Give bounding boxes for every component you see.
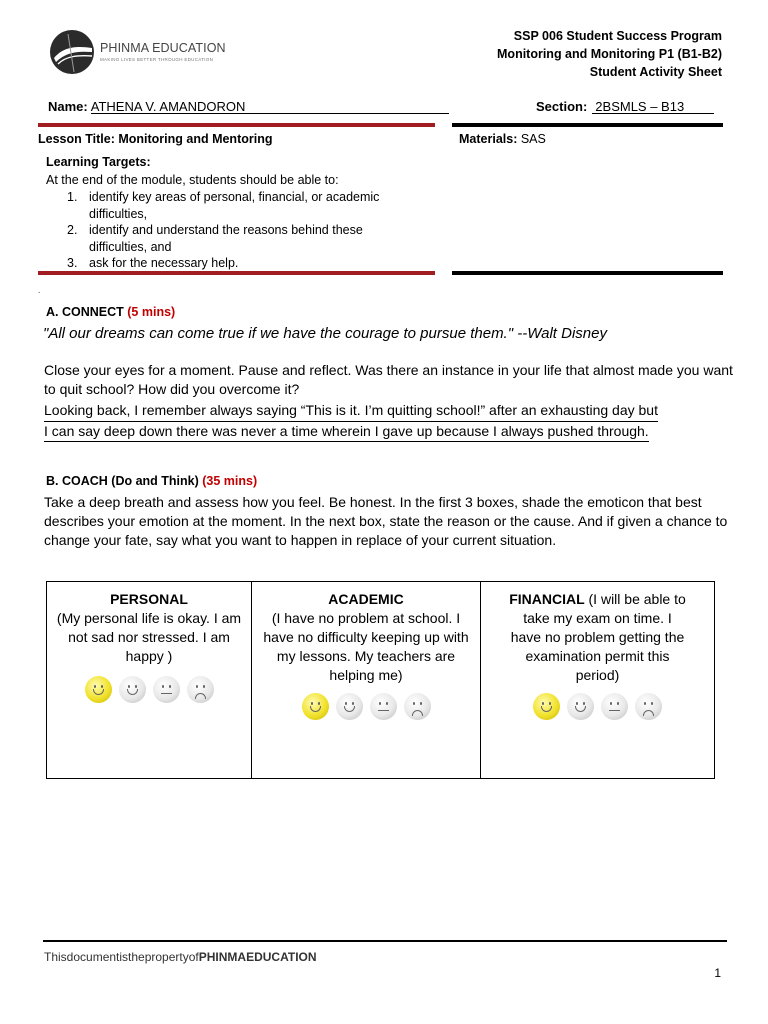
course-title: SSP 006 Student Success Program — [513, 29, 722, 43]
sad-face-icon[interactable] — [404, 693, 431, 720]
quote: "All our dreams can come true if we have the courage to pursue them." --Walt Disney — [43, 325, 607, 342]
phinma-logo — [48, 28, 226, 78]
materials-label: Materials: — [459, 132, 518, 146]
happy-face-icon[interactable] — [302, 693, 329, 720]
module-title: Monitoring and Monitoring P1 (B1-B2) — [497, 47, 722, 61]
section-label: Section: — [536, 99, 588, 114]
materials-value: SAS — [520, 132, 546, 146]
phinma-logo-icon — [48, 28, 94, 76]
section-b-time: (35 mins) — [202, 474, 258, 488]
divider-black-top — [452, 123, 723, 127]
academic-box — [252, 582, 481, 779]
lesson-title: Lesson Title: Monitoring and Mentoring — [38, 132, 273, 146]
section-field — [536, 99, 714, 114]
sheet-title: Student Activity Sheet — [589, 65, 722, 79]
academic-text: (I have no problem at school. I have no difficulty keeping up with my lessons. My teachers are helping me) — [263, 610, 469, 683]
section-a-answer — [44, 401, 734, 442]
emotion-table — [46, 581, 715, 779]
emoticon-row — [487, 693, 708, 720]
sad-face-icon[interactable] — [187, 676, 214, 703]
answer-line-2: I can say deep down there was never a time wherein I gave up because I always pushed through. — [44, 422, 649, 443]
section-value: 2BSMLS – B13 — [592, 100, 714, 114]
learning-targets-heading: Learning Targets: — [46, 155, 151, 169]
learning-targets-list — [62, 189, 422, 272]
academic-title: ACADEMIC — [328, 591, 404, 607]
logo-tagline: MAKING LIVES BETTER THROUGH EDUCATION — [100, 57, 214, 62]
neutral-face-icon[interactable] — [601, 693, 628, 720]
divider-red-top — [38, 123, 435, 127]
happy-face-icon[interactable] — [533, 693, 560, 720]
name-label: Name: — [48, 99, 88, 114]
section-a-heading: A. CONNECT (5 mins) — [46, 305, 176, 319]
stray-dot: . — [38, 286, 41, 295]
sad-face-icon[interactable] — [635, 693, 662, 720]
page-number: 1 — [714, 966, 721, 980]
happy-face-icon[interactable] — [85, 676, 112, 703]
smile-face-icon[interactable] — [119, 676, 146, 703]
financial-title: FINANCIAL — [509, 591, 585, 607]
learning-targets-intro: At the end of the module, students should be able to: — [46, 173, 339, 187]
section-a-prompt: Close your eyes for a moment. Pause and reflect. Was there an instance in your life that almost made you want to quit school? How did you overcome it? — [44, 362, 733, 397]
section-b-prompt: Take a deep breath and assess how you feel. Be honest. In the first 3 boxes, shade the emoticon that best describes your emotion at the moment. In the next box, state the reason or the cause. And if given a chance to change your fate, say what you want to happen in replace of your current situation. — [44, 494, 728, 548]
emoticon-row — [258, 693, 474, 720]
section-b-heading: B. COACH (Do and Think) (35 mins) — [46, 474, 258, 488]
logo-name: PHINMA EDUCATION — [100, 41, 226, 55]
personal-title: PERSONAL — [110, 591, 188, 607]
smile-face-icon[interactable] — [336, 693, 363, 720]
section-a-time: (5 mins) — [127, 305, 176, 319]
personal-box — [47, 582, 252, 779]
neutral-face-icon[interactable] — [153, 676, 180, 703]
emoticon-row — [53, 676, 245, 703]
name-value: ATHENA V. AMANDORON — [91, 100, 449, 114]
neutral-face-icon[interactable] — [370, 693, 397, 720]
footer-divider — [43, 940, 727, 942]
list-item: 2. identify and understand the reasons behind these difficulties, and — [67, 223, 363, 254]
list-item: 3. ask for the necessary help. — [67, 256, 239, 270]
document-header — [497, 27, 722, 81]
financial-text: (I will be able to take my exam on time. I have no problem getting the examination permit this period) — [510, 591, 686, 683]
answer-line-1: Looking back, I remember always saying “This is it. I’m quitting school!” after an exhausting day but — [44, 401, 658, 422]
divider-black-bottom — [452, 271, 723, 275]
financial-text-block — [487, 590, 708, 685]
name-field — [48, 99, 449, 114]
divider-red-bottom — [38, 271, 435, 275]
smile-face-icon[interactable] — [567, 693, 594, 720]
footer-text: ThisdocumentisthepropertyofPHINMAEDUCATION — [44, 950, 317, 964]
financial-box — [481, 582, 715, 779]
materials — [459, 132, 546, 146]
personal-text: (My personal life is okay. I am not sad nor stressed. I am happy ) — [56, 610, 242, 664]
list-item: 1. identify key areas of personal, financial, or academic difficulties, — [67, 190, 380, 221]
